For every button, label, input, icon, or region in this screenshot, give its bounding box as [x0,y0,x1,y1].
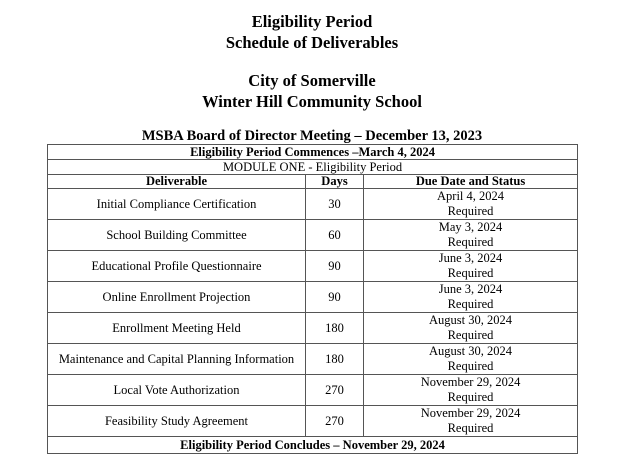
title-line-eligibility-period: Eligibility Period [251,12,373,31]
due-date: August 30, 2024 [429,344,513,358]
table-row [48,406,578,437]
days-cell: 90 [306,282,364,313]
table-row [48,189,578,220]
document-subtitle [0,70,624,112]
deliverable-cell: Online Enrollment Projection [48,282,306,313]
status: Required [447,266,494,280]
due-cell [364,375,578,406]
days-cell: 90 [306,251,364,282]
deliverable-cell: Feasibility Study Agreement [48,406,306,437]
column-header-days: Days [306,175,364,189]
column-header-due-date: Due Date and Status [364,175,578,189]
due-cell [364,406,578,437]
table-row [48,344,578,375]
deliverable-cell: Local Vote Authorization [48,375,306,406]
due-cell [364,251,578,282]
due-date: November 29, 2024 [420,375,521,389]
status: Required [447,328,494,342]
due-date: November 29, 2024 [420,406,521,420]
deliverable-cell: Educational Profile Questionnaire [48,251,306,282]
module-banner: MODULE ONE - Eligibility Period [48,160,578,175]
due-date: June 3, 2024 [438,282,503,296]
table-row [48,282,578,313]
deliverable-cell: Maintenance and Capital Planning Information [48,344,306,375]
status: Required [447,390,494,404]
status: Required [447,204,494,218]
status: Required [447,297,494,311]
title-line-schedule: Schedule of Deliverables [225,33,399,52]
days-cell: 270 [306,375,364,406]
due-date: June 3, 2024 [438,251,503,265]
table-row [48,220,578,251]
due-date: April 4, 2024 [437,189,505,203]
due-date: May 3, 2024 [438,220,503,234]
due-date: August 30, 2024 [429,313,513,327]
commences-banner: Eligibility Period Commences –March 4, 2024 [48,145,578,160]
schedule-table [47,144,578,454]
deliverable-cell: School Building Committee [48,220,306,251]
days-cell: 180 [306,344,364,375]
concludes-banner: Eligibility Period Concludes – November 29, 2024 [48,437,578,454]
due-cell [364,220,578,251]
meeting-heading: MSBA Board of Director Meeting – December 13, 2023 [141,128,483,144]
due-cell [364,282,578,313]
deliverable-cell: Initial Compliance Certification [48,189,306,220]
days-cell: 270 [306,406,364,437]
due-cell [364,189,578,220]
table-row [48,313,578,344]
title-line-school: Winter Hill Community School [202,92,422,111]
table-row [48,251,578,282]
title-line-city: City of Somerville [248,71,376,90]
column-header-deliverable: Deliverable [48,175,306,189]
days-cell: 180 [306,313,364,344]
days-cell: 30 [306,189,364,220]
status: Required [447,235,494,249]
due-cell [364,313,578,344]
table-row [48,375,578,406]
status: Required [447,359,494,373]
status: Required [447,421,494,435]
deliverable-cell: Enrollment Meeting Held [48,313,306,344]
table-header-row [48,175,578,189]
due-cell [364,344,578,375]
document-title [0,11,624,53]
days-cell: 60 [306,220,364,251]
